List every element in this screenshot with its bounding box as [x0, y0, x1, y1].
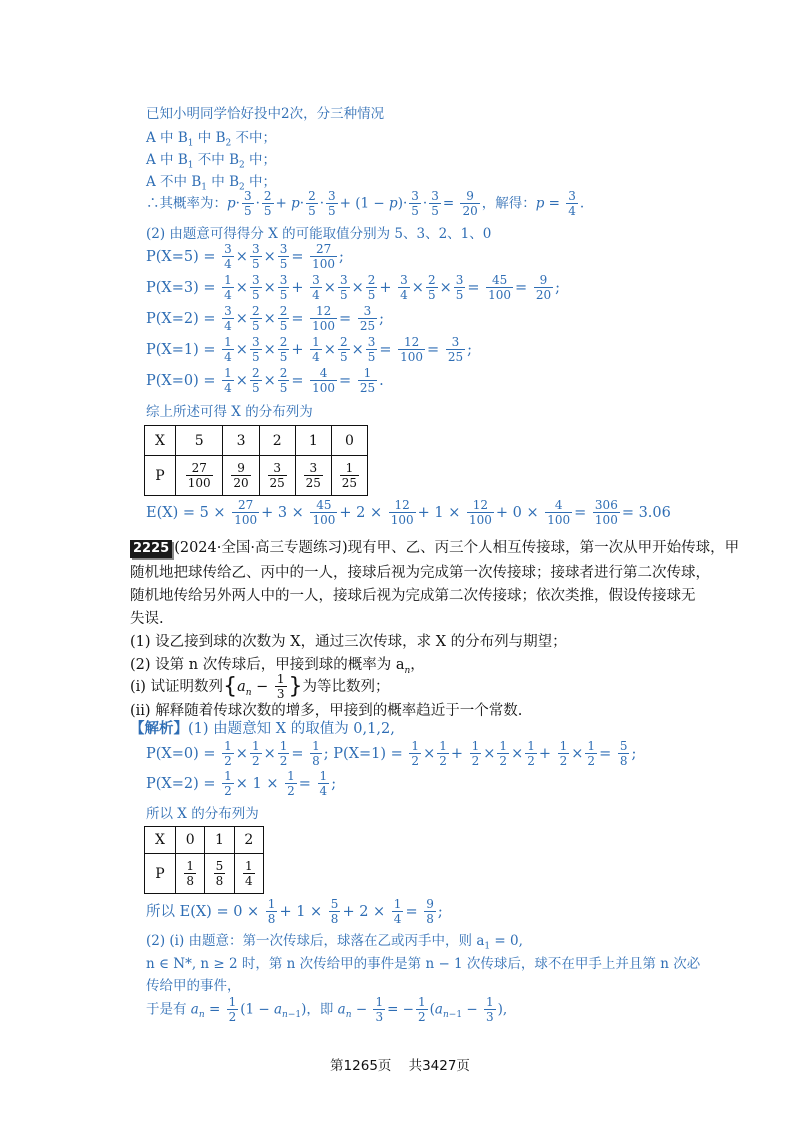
question-2-i: (i) 试证明数列{$a_n$ − $\frac{1}{3}$ }为等比数列；	[130, 672, 390, 701]
sol1-px2: P(X=2) = $\frac{3}{4}$ × $\frac{2}{5}$ × $\frac{2}{5}$ = $\frac{12}{100}$ = $\frac{3}{25}$ ;	[146, 304, 384, 333]
problem-statement-line-2: 随机地把球传给乙、丙中的一人，接球后视为完成第一次传接球；接球者进行第二次传球，	[130, 565, 710, 581]
table-cell: $\frac{9}{20}$	[223, 456, 259, 496]
problem-statement-line-3: 随机地传给另外两人中的一人，接球后视为完成第二次传接球；依次类推，假设传接球无	[130, 588, 696, 604]
table-cell: $\frac{27}{100}$	[176, 456, 223, 496]
table-cell: 3	[223, 426, 259, 456]
sol2-part2-line-4: 于是有 $a_n$ = $\frac{1}{2}$ $(1 - a_{n-1})$，即 $a_n$ − $\frac{1}{3}$ = − $\frac{1}{2}$ ($a_{n-1}$ − $\frac{1}{3}$ ),	[146, 995, 508, 1024]
table-row	[145, 827, 264, 854]
table-cell: 1	[295, 426, 331, 456]
table-cell: P	[145, 456, 176, 496]
sol1-intro: 已知小明同学恰好投中2次，分三种情况	[146, 106, 385, 122]
table-cell: $\frac{3}{25}$	[295, 456, 331, 496]
sol2-px2: P(X=2) = $\frac{1}{2}$ × 1 × $\frac{1}{2}$ = $\frac{1}{4}$ ;	[146, 769, 337, 798]
sol1-case-2: A 中 $B_1$ 不中 $B_2$ 中；	[146, 152, 277, 171]
sol2-summary: 所以 X 的分布列为	[146, 806, 259, 822]
sol2-expectation: 所以 E(X) = 0 × $\frac{1}{8}$ + 1 × $\frac{5}{8}$ + 2 × $\frac{1}{4}$ = $\frac{9}{8}$ ;	[146, 897, 443, 926]
sol1-prob-equation: ∴其概率为：p· $\frac{3}{5}$ · $\frac{2}{5}$ + p· $\frac{2}{5}$ · $\frac{3}{5}$ + (1 − p)· $\frac{3}{5}$ · $\frac{3}{5}$ = $\frac{9}{20}$ ，解得：p = $\frac{3}{4}$ .	[146, 189, 585, 218]
table-row	[145, 456, 368, 496]
total-pages: 共3427页	[408, 1058, 470, 1074]
sol1-case-3: A 不中 $B_1$ 中 $B_2$ 中；	[146, 174, 277, 193]
distribution-table-2	[144, 826, 264, 894]
sol1-part-2: (2) 由题意可得得分 X 的可能取值分别为 5、3、2、1、0	[146, 226, 492, 242]
question-2-ii: (ii) 解释随着传球次数的增多，甲接到的概率趋近于一个常数.	[130, 703, 523, 719]
table-cell: X	[145, 827, 176, 854]
sol1-summary: 综上所述可得 X 的分布列为	[146, 404, 313, 420]
table-row	[145, 854, 264, 894]
problem-statement-line-1: 2225 (2024·全国·高三专题练习)现有甲、乙、丙三个人相互传接球，第一次从甲开始传球，甲	[130, 537, 670, 559]
sol1-expectation: E(X) = 5 × $\frac{27}{100}$ + 3 × $\frac{45}{100}$ + 2 × $\frac{12}{100}$ + 1 × $\frac{12}{100}$ + 0 × $\frac{4}{100}$ = $\frac{306}{100}$ = 3.06	[146, 498, 671, 527]
sol2-line-1: 【解析】(1) 由题意知 X 的取值为 0,1,2,	[130, 720, 395, 737]
distribution-table-1	[144, 425, 368, 496]
sol2-part2-line-2: n ∈ N*, n ≥ 2 时，第 n 次传给甲的事件是第 n − 1 次传球后，球不在甲手上并且第 n 次必	[146, 956, 701, 972]
sol1-px1: P(X=1) = $\frac{1}{4}$ × $\frac{3}{5}$ × $\frac{2}{5}$ + $\frac{1}{4}$ × $\frac{2}{5}$ × $\frac{3}{5}$ = $\frac{12}{100}$ = $\frac{3}{25}$ ;	[146, 335, 472, 364]
question-1: (1) 设乙接到球的次数为 X，通过三次传球，求 X 的分布列与期望；	[130, 634, 567, 650]
page-footer	[0, 1054, 800, 1074]
problem-number-badge: 2225	[130, 540, 172, 558]
table-cell: 2	[234, 827, 263, 854]
sol1-px3: P(X=3) = $\frac{1}{4}$ × $\frac{3}{5}$ × $\frac{3}{5}$ + $\frac{3}{4}$ × $\frac{3}{5}$ × $\frac{2}{5}$ + $\frac{3}{4}$ × $\frac{2}{5}$ × $\frac{3}{5}$ = $\frac{45}{100}$ = $\frac{9}{20}$ ;	[146, 273, 560, 302]
table-cell: X	[145, 426, 176, 456]
question-2: (2) 设第 n 次传球后，甲接到球的概率为 $a_n$，	[130, 657, 425, 676]
sol1-case-1: A 中 $B_1$ 中 $B_2$ 不中；	[146, 130, 277, 149]
sol1-px0: P(X=0) = $\frac{1}{4}$ × $\frac{2}{5}$ × $\frac{2}{5}$ = $\frac{4}{100}$ = $\frac{1}{25}$ .	[146, 366, 384, 395]
sol1-px5: P(X=5) = $\frac{3}{4}$ × $\frac{3}{5}$ × $\frac{3}{5}$ = $\frac{27}{100}$ ;	[146, 242, 344, 271]
table-cell: $\frac{3}{25}$	[259, 456, 295, 496]
table-cell: $\frac{1}{8}$	[176, 854, 205, 894]
table-cell: 1	[205, 827, 234, 854]
analysis-tag: 【解析】	[130, 720, 188, 737]
table-cell: $\frac{1}{25}$	[331, 456, 367, 496]
table-cell: 2	[259, 426, 295, 456]
sol2-part2-line-1: (2) (i) 由题意：第一次传球后，球落在乙或丙手中，则 $a_1 = 0$,	[146, 933, 523, 952]
sol2-px0-px1: P(X=0) = $\frac{1}{2}$ × $\frac{1}{2}$ × $\frac{1}{2}$ = $\frac{1}{8}$ ; P(X=1) = $\frac{1}{2}$ × $\frac{1}{2}$ + $\frac{1}{2}$ × $\frac{1}{2}$ × $\frac{1}{2}$ + $\frac{1}{2}$ × $\frac{1}{2}$ = $\frac{5}{8}$ ;	[146, 739, 637, 768]
problem-source: (2024·全国·高三专题练习)	[174, 540, 348, 556]
table-cell: P	[145, 854, 176, 894]
table-cell: 0	[176, 827, 205, 854]
problem-statement-line-4: 失误.	[130, 611, 164, 627]
table-cell: $\frac{5}{8}$	[205, 854, 234, 894]
table-row	[145, 426, 368, 456]
table-cell: $\frac{1}{4}$	[234, 854, 263, 894]
table-cell: 5	[176, 426, 223, 456]
table-cell: 0	[331, 426, 367, 456]
sol2-part2-line-3: 传给甲的事件，	[146, 978, 241, 994]
page-number: 第1265页	[330, 1058, 392, 1074]
